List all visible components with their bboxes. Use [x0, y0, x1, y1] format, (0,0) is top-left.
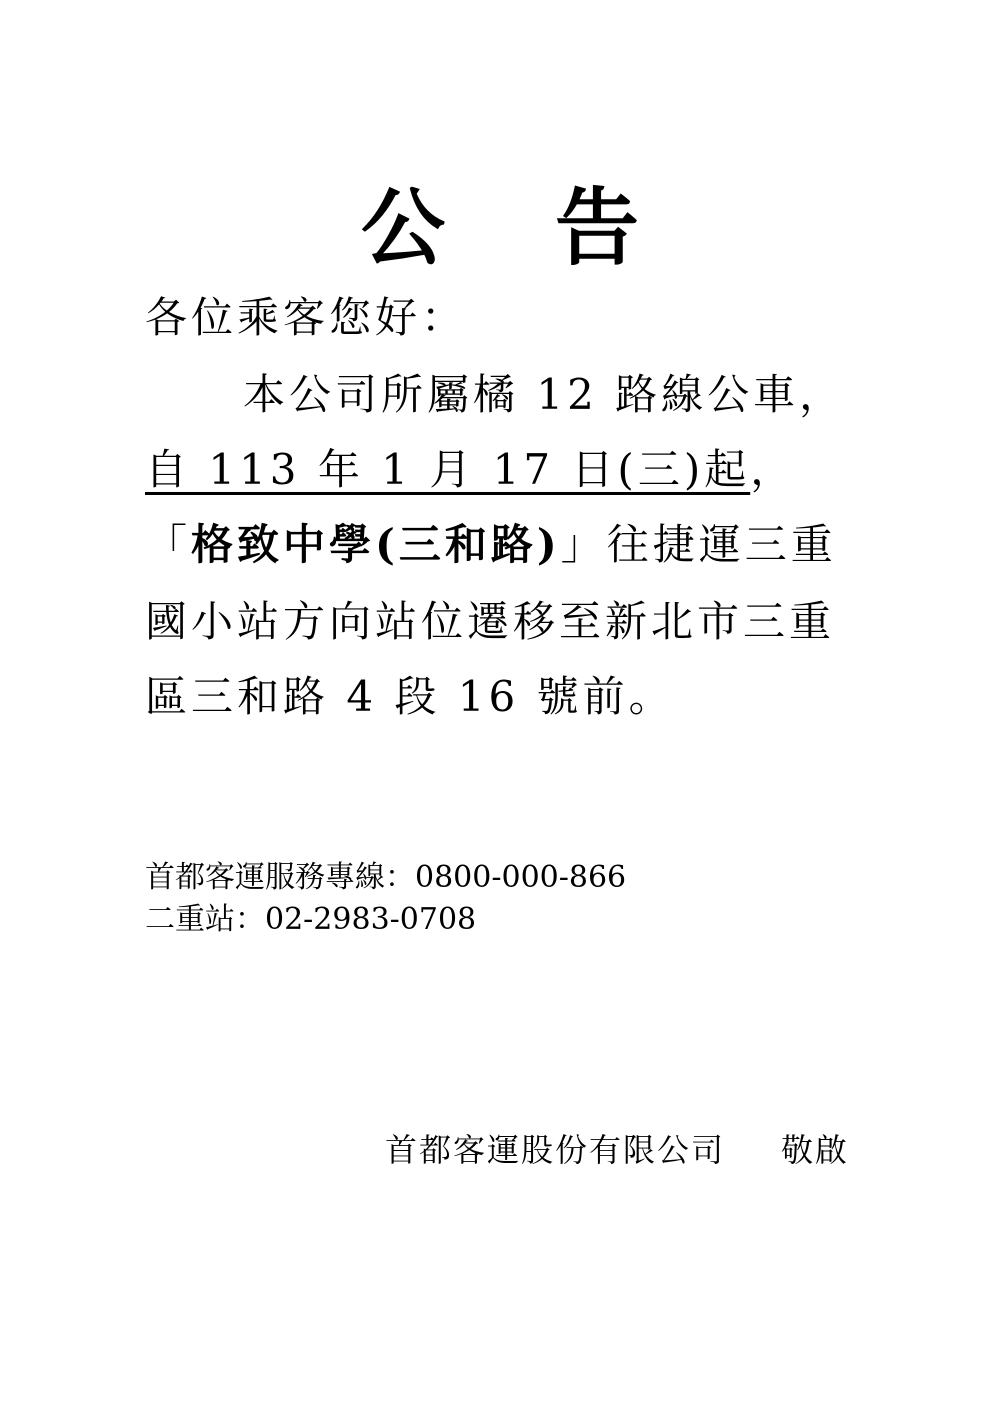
- body-line-3: [145, 515, 885, 575]
- company-name: 首都客運股份有限公司: [385, 1131, 726, 1169]
- body-line-5: 區三和路 4 段 16 號前。: [145, 672, 675, 721]
- title-char-2: 告: [555, 178, 640, 277]
- body-line-2-tail: ，: [750, 445, 797, 494]
- body-line-2: [145, 440, 885, 500]
- station-phone: 二重站：02-2983-0708: [145, 902, 477, 937]
- service-hotline: 首都客運服務專線：0800-000-866: [145, 860, 627, 895]
- greeting: 各位乘客您好：: [145, 293, 468, 342]
- stop-name: 格致中學(三和路): [191, 520, 561, 569]
- title-char-1: 公: [360, 178, 445, 277]
- effective-date: 自 113 年 1 月 17 日(三)起: [145, 445, 751, 494]
- quote-open: 「: [145, 520, 192, 569]
- body-line-1: 本公司所屬橘 12 路線公車，: [243, 370, 846, 419]
- body-line-3-rest: 」往捷運三重: [560, 520, 837, 569]
- closing-text: 敬啟: [781, 1131, 850, 1169]
- body-line-4: 國小站方向站位遷移至新北市三重: [145, 597, 836, 646]
- signature: [385, 1128, 849, 1172]
- notice-title: [0, 178, 1000, 278]
